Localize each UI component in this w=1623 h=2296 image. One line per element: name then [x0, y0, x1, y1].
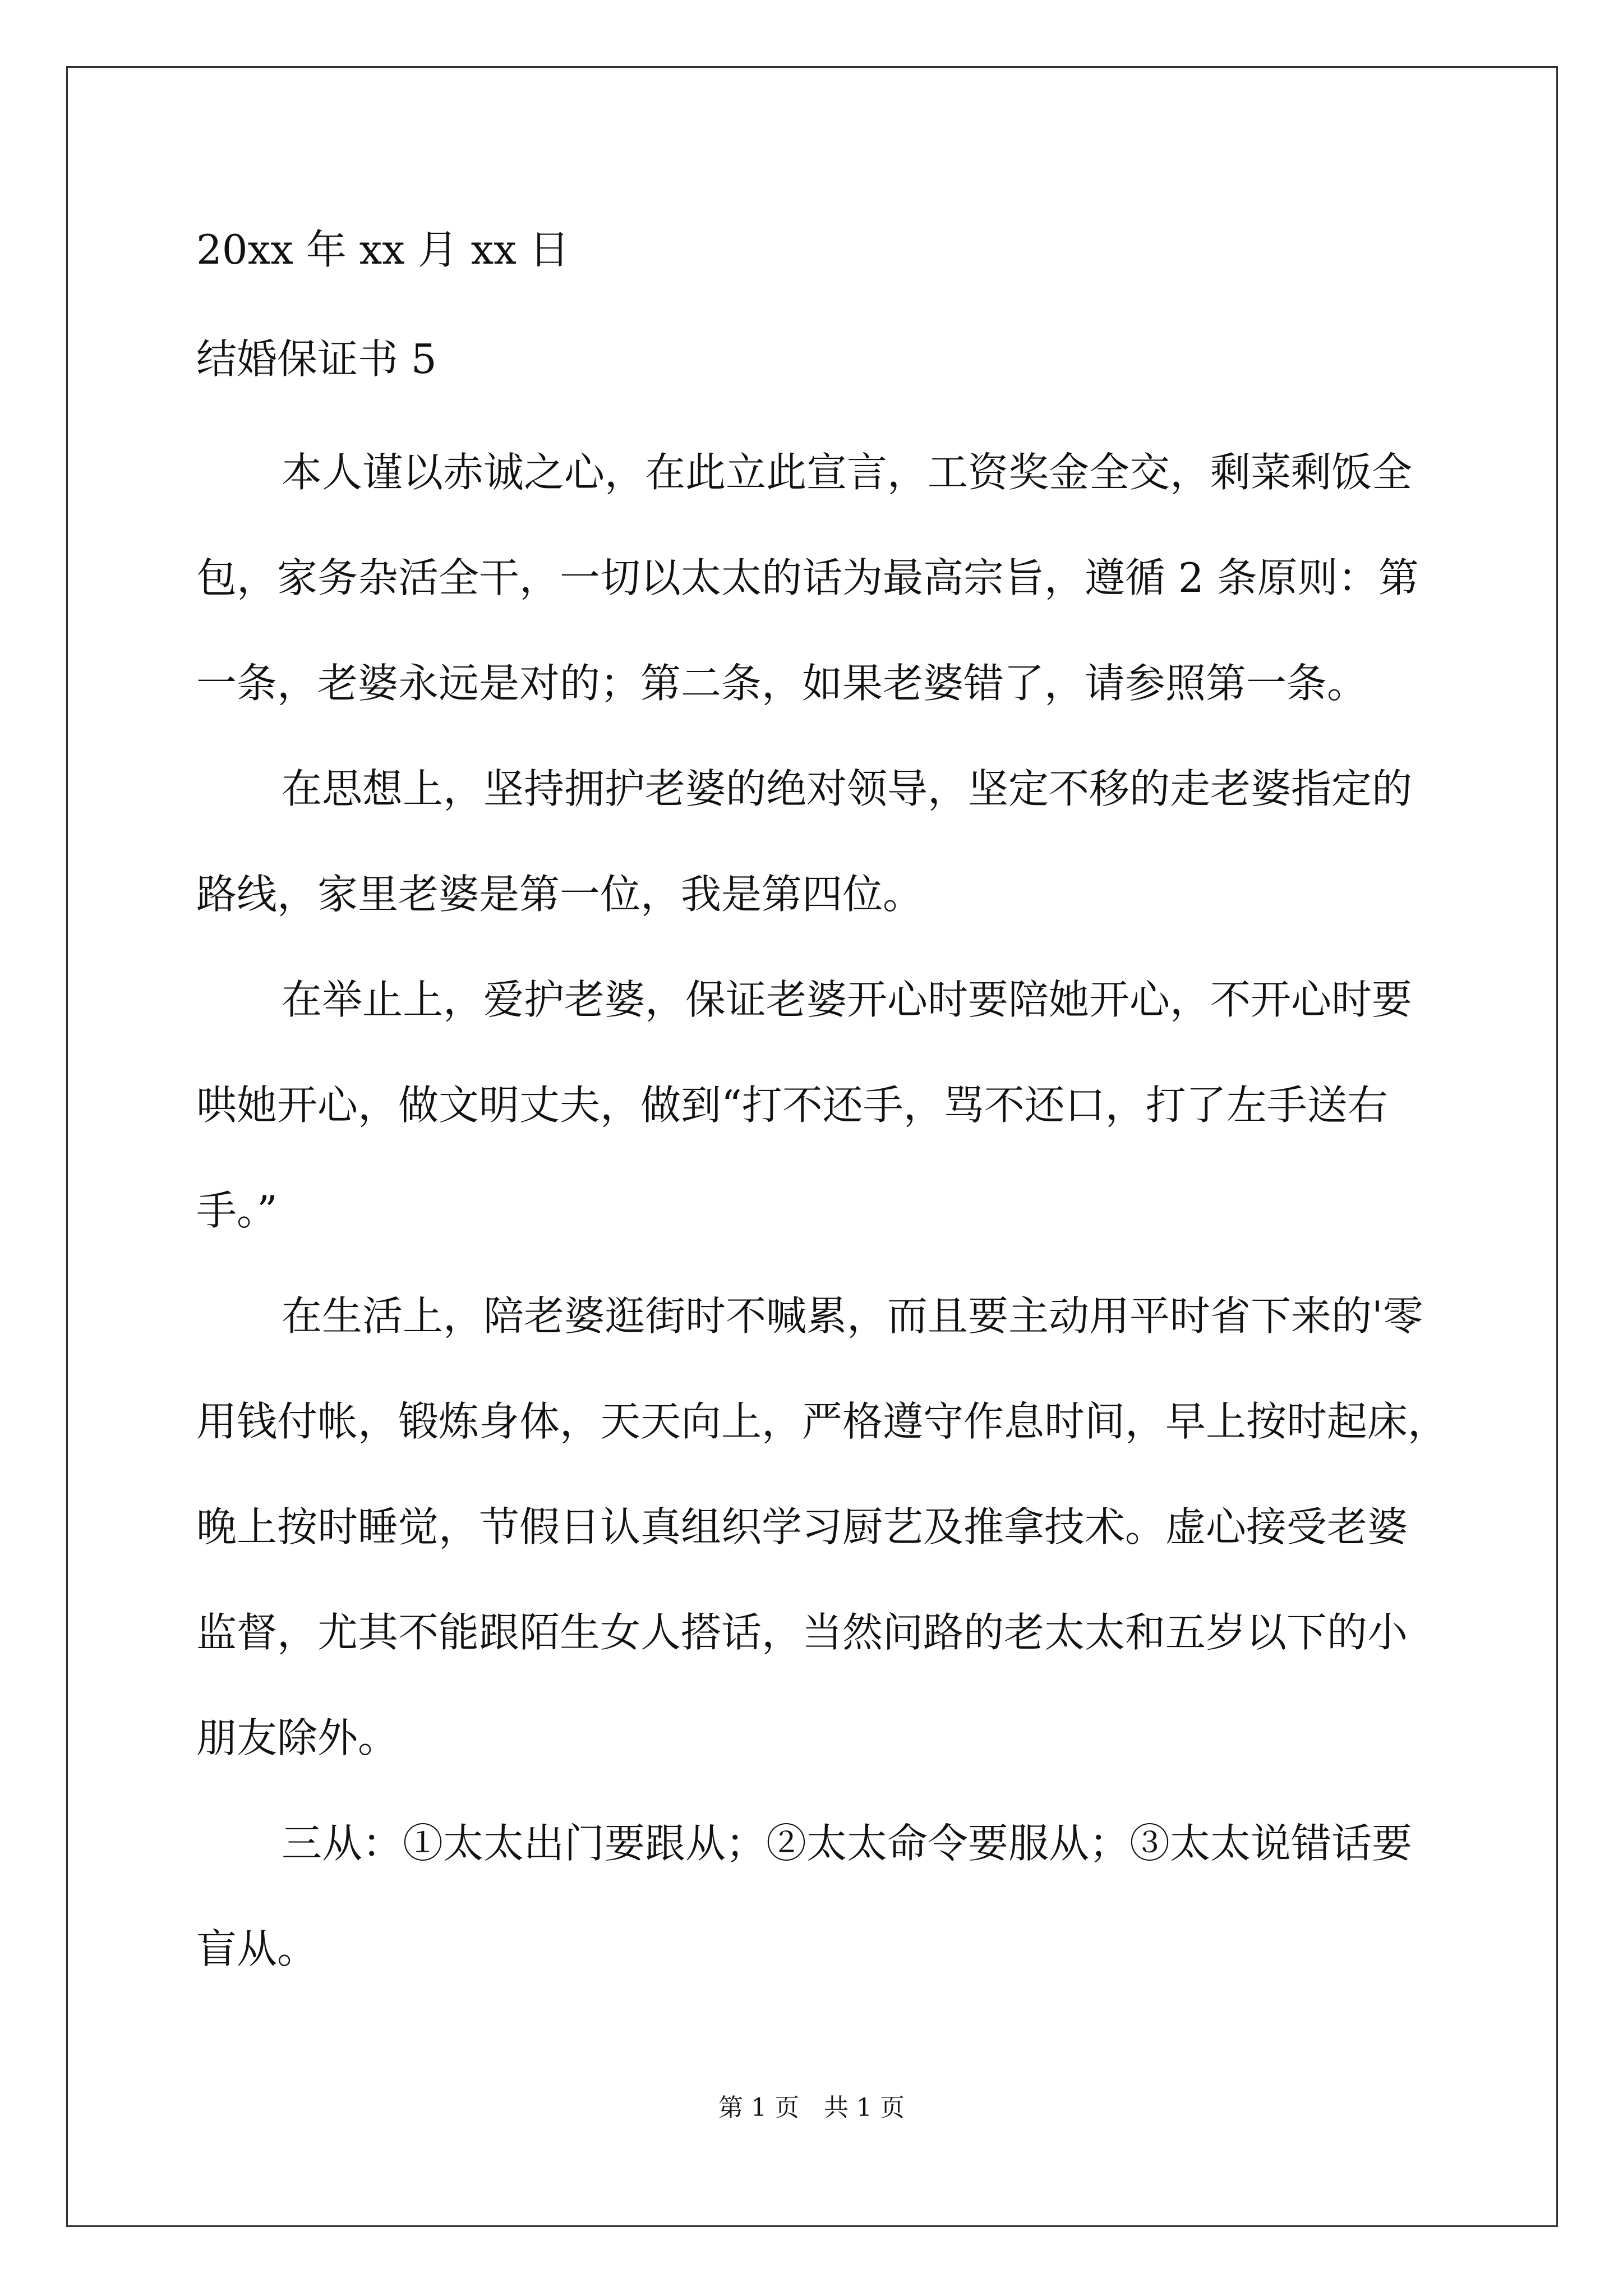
- paragraph-line: 哄她开心，做文明丈夫，做到“打不还手，骂不还口，打了左手送右: [196, 1082, 1388, 1129]
- paragraph-line: 在举止上，爱护老婆，保证老婆开心时要陪她开心，不开心时要: [282, 976, 1413, 1023]
- paragraph-line: 三从：①太太出门要跟从；②太太命令要服从；③太太说错话要: [282, 1820, 1413, 1867]
- paragraph-line: 盲从。: [196, 1925, 318, 1972]
- paragraph-line: 用钱付帐，锻炼身体，天天向上，严格遵守作息时间，早上按时起床，: [196, 1398, 1449, 1445]
- paragraph-2: [196, 736, 1447, 947]
- paragraph-line: 路线，家里老婆是第一位，我是第四位。: [196, 871, 924, 918]
- document-body: [196, 420, 1447, 2001]
- paragraph-line: 监督，尤其不能跟陌生女人搭话，当然问路的老太太和五岁以下的小: [196, 1609, 1408, 1656]
- paragraph-line: 一条，老婆永远是对的；第二条，如果老婆错了，请参照第一条。: [196, 660, 1368, 707]
- paragraph-line: 手。”: [196, 1187, 278, 1234]
- paragraph-line: 晚上按时睡觉，节假日认真组织学习厨艺及推拿技术。虚心接受老婆: [196, 1503, 1408, 1550]
- paragraph-5: [196, 1791, 1447, 2001]
- paragraph-line: 在思想上，坚持拥护老婆的绝对领导，坚定不移的走老婆指定的: [282, 765, 1413, 812]
- paragraph-line: 本人谨以赤诚之心，在此立此宣言，工资奖金全交，剩菜剩饭全: [282, 449, 1413, 496]
- date-line: 20xx 年 xx 月 xx 日: [196, 226, 570, 273]
- page-footer: 第 1 页 共 1 页: [718, 2093, 905, 2122]
- paragraph-line: 在生活上，陪老婆逛街时不喊累，而且要主动用平时省下来的'零: [282, 1292, 1423, 1340]
- paragraph-line: 朋友除外。: [196, 1714, 399, 1761]
- paragraph-line: 包，家务杂活全干，一切以太太的话为最高宗旨，遵循 2 条原则：第: [196, 554, 1419, 601]
- paragraph-4: [196, 1263, 1447, 1791]
- document-title: 结婚保证书 5: [196, 335, 437, 383]
- paragraph-1: [196, 420, 1447, 736]
- paragraph-3: [196, 947, 1447, 1263]
